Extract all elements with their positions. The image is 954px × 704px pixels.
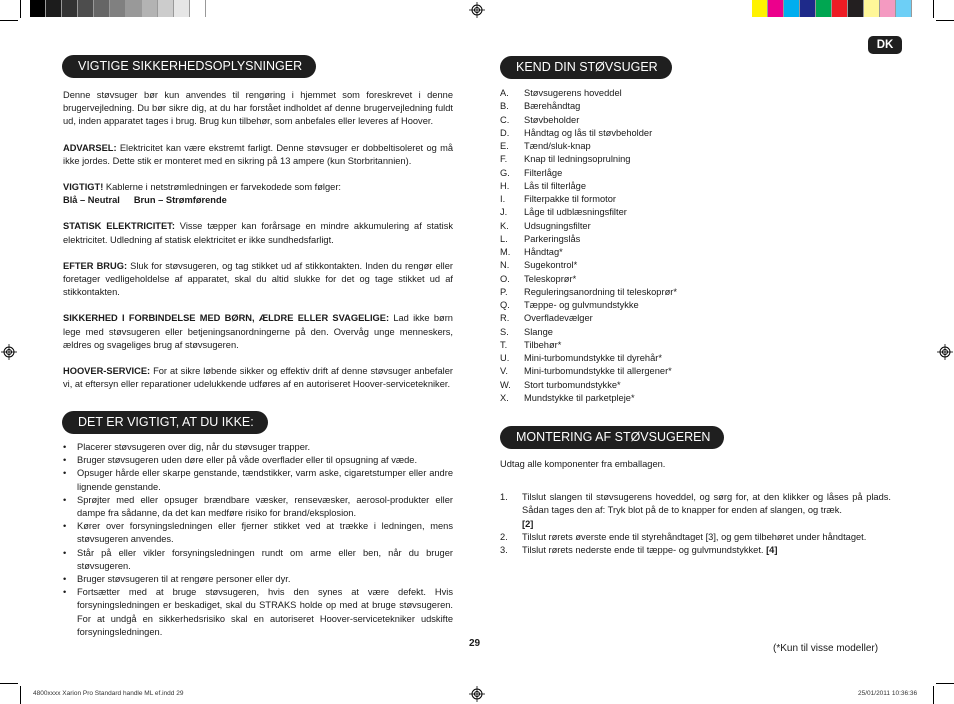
part-name: Knap til ledningsoprulning	[524, 154, 631, 165]
color-swatch	[142, 0, 158, 17]
part-name: Udsugningsfilter	[524, 220, 591, 231]
part-name: Mini-turbomundstykke til allergener*	[524, 366, 672, 377]
color-swatch	[896, 0, 912, 17]
color-swatch	[46, 0, 62, 17]
part-letter: E.	[500, 141, 509, 151]
part-name: Håndtag og lås til støvbeholder	[524, 127, 653, 138]
page-number: 29	[469, 638, 481, 649]
color-swatch	[30, 0, 46, 17]
crop-mark	[0, 20, 18, 21]
color-swatch	[78, 0, 94, 17]
bullet-icon: •	[63, 574, 67, 585]
crop-mark	[933, 686, 934, 704]
list-item	[500, 286, 880, 299]
safety-intro: Denne støvsuger bør kun anvendes til rengøring i hjemmet som foreskrevet i denne brugervejledning. Du bør sikre dig, at du har forstået indholdet af denne brugervejledning fuldt ud, inden apparatet tages i brug. Brug kun tilbehør, som anbefales eller leveres af Hoover.	[63, 90, 453, 127]
part-name: Filterlåge	[524, 167, 563, 178]
service-paragraph: HOOVER-SERVICE: For at sikre løbende sikker og effektiv drift af denne støvsuger anbefaler vi, at eftersyn eller reparationer udelukkende udføres af en autoriseret Hoover-servicetekniker.	[63, 366, 453, 390]
cmyk-color-bar	[752, 0, 912, 17]
part-name: Lås til filterlåge	[524, 180, 587, 191]
part-letter: I.	[500, 194, 506, 204]
part-letter: O.	[500, 273, 510, 284]
print-file-info: 4800xxxx Xarion Pro Standard handle ML ef.indd 29	[33, 690, 184, 697]
bullet-icon: •	[63, 494, 67, 505]
list-item	[500, 246, 880, 259]
mount-step: 2. Tilslut rørets øverste ende til styrehåndtaget [3], og gem tilbehøret under håndtaget.	[500, 531, 867, 542]
list-item: • Placerer støvsugeren over dig, når du støvsuger trapper.	[63, 441, 453, 454]
part-name: Sugekontrol*	[524, 260, 578, 271]
color-swatch	[864, 0, 880, 17]
part-letter: X.	[500, 392, 509, 403]
color-swatch	[110, 0, 126, 17]
warning-paragraph: ADVARSEL: Elektricitet kan være ekstremt farligt. Denne støvsuger er dobbeltisoleret og må ikke jordes. Dette stik er monteret med en sikring på 13 ampere (kun Storbritannien).	[63, 142, 453, 166]
list-item: • Opsuger hårde eller skarpe genstande, tændstikker, varm aske, cigaretstumper eller andre lignende genstande.	[63, 467, 453, 493]
bullet-icon: •	[63, 547, 67, 558]
part-name: Håndtag*	[524, 247, 563, 257]
part-letter: W.	[500, 379, 511, 390]
important-paragraph: VIGTIGT! Kablerne i netstrømledningen er farvekodede som følger:	[63, 182, 342, 193]
part-letter: H.	[500, 180, 510, 191]
part-letter: L.	[500, 233, 508, 244]
part-letter: G.	[500, 167, 510, 178]
color-swatch	[816, 0, 832, 17]
part-name: Støvsugerens hoveddel	[524, 88, 622, 98]
parts-list	[500, 87, 880, 405]
list-item	[500, 167, 880, 180]
part-letter: K.	[500, 220, 509, 231]
list-item	[500, 87, 880, 100]
color-swatch	[784, 0, 800, 17]
color-swatch	[190, 0, 206, 17]
grayscale-color-bar	[30, 0, 206, 17]
bullet-icon: •	[63, 587, 67, 598]
list-item: • Kører over forsyningsledningen eller fjerner stikket ved at trække i ledningen, mens støvsugeren anvendes.	[63, 520, 453, 546]
list-item	[500, 140, 880, 153]
list-item	[500, 392, 880, 405]
print-date-info: 25/01/2011 10:36:36	[858, 690, 918, 697]
crop-mark	[20, 686, 21, 704]
color-swatch	[126, 0, 142, 17]
list-item	[500, 233, 880, 246]
list-item	[500, 127, 880, 140]
part-letter: V.	[500, 366, 508, 377]
part-name: Parkeringslås	[524, 233, 581, 244]
mount-text-block	[500, 458, 891, 557]
part-letter: U.	[500, 353, 510, 363]
color-swatch	[832, 0, 848, 17]
part-letter: D.	[500, 127, 510, 138]
list-item	[500, 352, 880, 365]
mount-step: 3. Tilslut rørets nederste ende til tæppe- og gulvmundstykket. [4]	[500, 545, 778, 556]
part-letter: T.	[500, 339, 508, 350]
list-item	[500, 365, 880, 378]
mount-steps	[500, 491, 891, 557]
color-swatch	[174, 0, 190, 17]
part-letter: Q.	[500, 300, 510, 310]
part-name: Støvbeholder	[524, 114, 580, 125]
color-swatch	[848, 0, 864, 17]
part-letter: F.	[500, 154, 508, 165]
part-name: Mundstykke til parketpleje*	[524, 392, 635, 403]
registration-mark-icon	[469, 2, 485, 18]
list-item	[500, 259, 880, 272]
list-item: • Fortsætter med at bruge støvsugeren, hvis den synes at være defekt. Hvis forsyningsledningen er beskadiget, skal du STRAKS holde op med at bruge støvsugeren. For at undgå en sikkerhedsrisiko skal en autoriseret Hoover-servicetekniker udskifte forsyningsledningen.	[63, 586, 453, 639]
bullet-icon: •	[63, 442, 67, 452]
list-item	[500, 312, 880, 325]
registration-mark-icon	[469, 686, 485, 702]
mount-section-title: MONTERING AF STØVSUGEREN	[500, 426, 724, 449]
children-safety-paragraph: SIKKERHED I FORBINDELSE MED BØRN, ÆLDRE ELLER SVAGELIGE: Lad ikke børn lege med støvsugeren eller betjeningsanordningerne på den. Overvåg unge menneskers, ældres og svageliges brug af støvsugeren.	[63, 313, 453, 350]
crop-mark	[0, 683, 18, 684]
bullet-icon: •	[63, 468, 67, 479]
dont-list	[63, 441, 453, 639]
part-letter: J.	[500, 207, 508, 218]
list-item	[500, 273, 880, 286]
part-name: Overfladevælger	[524, 313, 593, 324]
list-item	[500, 326, 880, 339]
bullet-icon: •	[63, 521, 67, 532]
list-item	[500, 299, 880, 312]
part-letter: M.	[500, 247, 511, 257]
list-item: • Bruger støvsugeren uden døre eller på våde overflader eller til opsugning af væde.	[63, 454, 453, 467]
part-letter: A.	[500, 88, 509, 98]
color-swatch	[768, 0, 784, 17]
part-name: Mini-turbomundstykke til dyrehår*	[524, 353, 662, 363]
part-name: Slange	[524, 326, 553, 337]
color-swatch	[800, 0, 816, 17]
part-letter: C.	[500, 114, 510, 125]
wire-colors: Blå – Neutral Brun – Strømførende	[63, 195, 227, 206]
color-swatch	[62, 0, 78, 17]
dont-section-title: DET ER VIGTIGT, AT DU IKKE:	[62, 411, 268, 434]
color-swatch	[158, 0, 174, 17]
bullet-icon: •	[63, 455, 67, 466]
list-item	[500, 339, 880, 352]
know-section-title: KEND DIN STØVSUGER	[500, 56, 672, 79]
registration-mark-icon	[937, 344, 953, 360]
registration-mark-icon	[1, 344, 17, 360]
static-paragraph: STATISK ELEKTRICITET: Visse tæpper kan forårsage en mindre akkumulering af statisk elektricitet. Udledning af statisk elektricitet er ikke sundhedsfarligt.	[63, 221, 453, 245]
part-name: Reguleringsanordning til teleskoprør*	[524, 286, 677, 297]
color-swatch	[752, 0, 768, 17]
language-badge: DK	[868, 36, 902, 54]
models-footnote: (*Kun til visse modeller)	[773, 643, 879, 654]
part-name: Låge til udblæsningsfilter	[524, 207, 627, 218]
part-name: Bærehåndtag	[524, 101, 581, 112]
list-item	[500, 379, 880, 392]
part-name: Filterpakke til formotor	[524, 194, 616, 204]
part-letter: S.	[500, 326, 509, 337]
part-letter: P.	[500, 286, 508, 297]
crop-mark	[936, 20, 954, 21]
list-item	[500, 153, 880, 166]
list-item: • Bruger støvsugeren til at rengøre personer eller dyr.	[63, 573, 453, 586]
part-name: Teleskoprør*	[524, 273, 577, 284]
part-name: Stort turbomundstykke*	[524, 379, 621, 390]
crop-mark	[933, 0, 934, 18]
list-item	[500, 114, 880, 127]
color-swatch	[94, 0, 110, 17]
part-letter: N.	[500, 260, 510, 271]
crop-mark	[20, 0, 21, 18]
list-item: • Sprøjter med eller opsuger brændbare væsker, rensevæsker, aerosol-produkter eller dampe fra sådanne, da det kan medføre risiko for brand/eksplosion.	[63, 494, 453, 520]
crop-mark	[936, 683, 954, 684]
part-name: Tæppe- og gulvmundstykke	[524, 300, 639, 310]
part-letter: R.	[500, 313, 510, 324]
list-item: • Står på eller vikler forsyningsledningen rundt om arme eller ben, når du bruger støvsugeren.	[63, 547, 453, 573]
list-item	[500, 206, 880, 219]
list-item	[500, 180, 880, 193]
list-item	[500, 193, 880, 206]
safety-text-block	[63, 89, 453, 391]
figure-ref: [2]	[522, 518, 534, 529]
part-name: Tilbehør*	[524, 339, 562, 350]
after-use-paragraph: EFTER BRUG: Sluk for støvsugeren, og tag stikket ud af stikkontakten. Inden du rengør eller foretager vedligeholdelse af apparatet, skal du altid slukke for det og tage stikket ud af stikkontakten.	[63, 260, 454, 298]
part-name: Tænd/sluk-knap	[524, 141, 591, 151]
figure-ref: [4]	[766, 545, 778, 556]
color-swatch	[880, 0, 896, 17]
part-letter: B.	[500, 101, 509, 112]
list-item	[500, 100, 880, 113]
mount-intro: Udtag alle komponenter fra emballagen.	[500, 459, 666, 469]
safety-section-title: VIGTIGE SIKKERHEDSOPLYSNINGER	[62, 55, 316, 78]
mount-step: 1. Tilslut slangen til støvsugerens hoveddel, og sørg for, at den klikker og låses på plads. Sådan tages den af: Tryk blot på de to knapper for enden af slangen, og træk. [2]	[500, 492, 891, 529]
list-item	[500, 220, 880, 233]
